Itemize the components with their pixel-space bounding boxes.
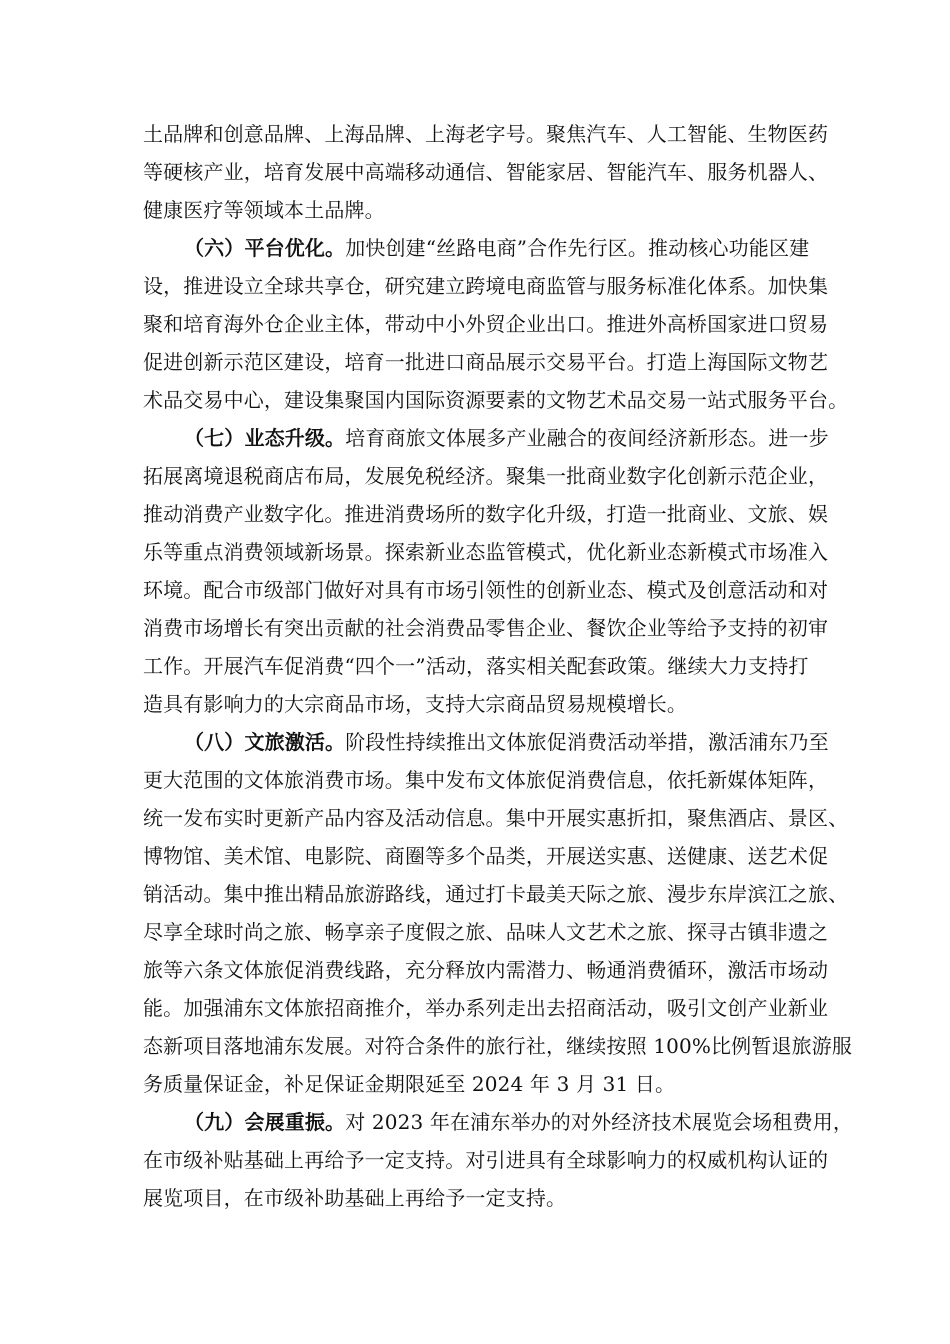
text-line: 务质量保证金，补足保证金期限延至 2024 年 3 月 31 日。	[143, 1072, 676, 1096]
text-line: 工作。开展汽车促消费“四个一”活动，落实相关配套政策。继续大力支持打	[143, 654, 809, 678]
paragraph-first-line	[184, 424, 829, 452]
text-run: 加快创建“丝路电商”合作先行区。推动核心功能区建	[345, 236, 810, 260]
section-heading: （八）文旅激活。	[184, 730, 346, 754]
text-run: 对 2023 年在浦东举办的对外经济技术展览会场租费用，	[345, 1110, 854, 1134]
text-run: 阶段性持续推出文体旅促消费活动举措，激活浦东乃至	[345, 730, 829, 754]
text-line: 尽享全球时尚之旅、畅享亲子度假之旅、品味人文艺术之旅、探寻古镇非遗之	[143, 920, 829, 944]
text-line: 能。加强浦东文体旅招商推介，举办系列走出去招商活动，吸引文创产业新业	[143, 996, 829, 1020]
text-line: 健康医疗等领域本土品牌。	[143, 198, 385, 222]
section-heading: （七）业态升级。	[184, 426, 346, 450]
text-line: 术品交易中心，建设集聚国内国际资源要素的文物艺术品交易一站式服务平台。	[143, 388, 849, 412]
text-line: 乐等重点消费领域新场景。探索新业态监管模式，优化新业态新模式市场准入	[143, 540, 829, 564]
paragraph-first-line	[184, 728, 829, 756]
text-line: 更大范围的文体旅消费市场。集中发布文体旅促消费信息，依托新媒体矩阵，	[143, 768, 829, 792]
paragraph-first-line	[184, 234, 815, 262]
text-line: 环境。配合市级部门做好对具有市场引领性的创新业态、模式及创意活动和对	[143, 578, 829, 602]
text-line: 等硬核产业，培育发展中高端移动通信、智能家居、智能汽车、服务机器人、	[143, 160, 829, 184]
text-line: 拓展离境退税商店布局，发展免税经济。聚集一批商业数字化创新示范企业，	[143, 464, 829, 488]
text-line: 展览项目，在市级补助基础上再给予一定支持。	[143, 1186, 567, 1210]
text-line: 设，推进设立全球共享仓，研究建立跨境电商监管与服务标准化体系。加快集	[143, 274, 829, 298]
text-line: 促进创新示范区建设，培育一批进口商品展示交易平台。打造上海国际文物艺	[143, 350, 829, 374]
text-run: 培育商旅文体展多产业融合的夜间经济新形态。进一步	[345, 426, 829, 450]
text-line: 态新项目落地浦东发展。对符合条件的旅行社，继续按照 100%比例暂退旅游服	[143, 1034, 853, 1058]
text-line: 销活动。集中推出精品旅游路线，通过打卡最美天际之旅、漫步东岸滨江之旅、	[143, 882, 849, 906]
section-heading: （九）会展重振。	[184, 1110, 346, 1134]
text-line: 博物馆、美术馆、电影院、商圈等多个品类，开展送实惠、送健康、送艺术促	[143, 844, 829, 868]
text-line: 造具有影响力的大宗商品市场，支持大宗商品贸易规模增长。	[143, 692, 688, 716]
text-line: 消费市场增长有突出贡献的社会消费品零售企业、餐饮企业等给予支持的初审	[143, 616, 829, 640]
text-line: 聚和培育海外仓企业主体，带动中小外贸企业出口。推进外高桥国家进口贸易	[143, 312, 829, 336]
text-line: 推动消费产业数字化。推进消费场所的数字化升级，打造一批商业、文旅、娱	[143, 502, 829, 526]
text-line: 土品牌和创意品牌、上海品牌、上海老字号。聚焦汽车、人工智能、生物医药	[143, 122, 829, 146]
section-heading: （六）平台优化。	[184, 236, 346, 260]
text-line: 在市级补贴基础上再给予一定支持。对引进具有全球影响力的权威机构认证的	[143, 1148, 829, 1172]
paragraph-first-line	[184, 1108, 854, 1136]
text-line: 旅等六条文体旅促消费线路，充分释放内需潜力、畅通消费循环，激活市场动	[143, 958, 829, 982]
text-line: 统一发布实时更新产品内容及活动信息。集中开展实惠折扣，聚焦酒店、景区、	[143, 806, 849, 830]
